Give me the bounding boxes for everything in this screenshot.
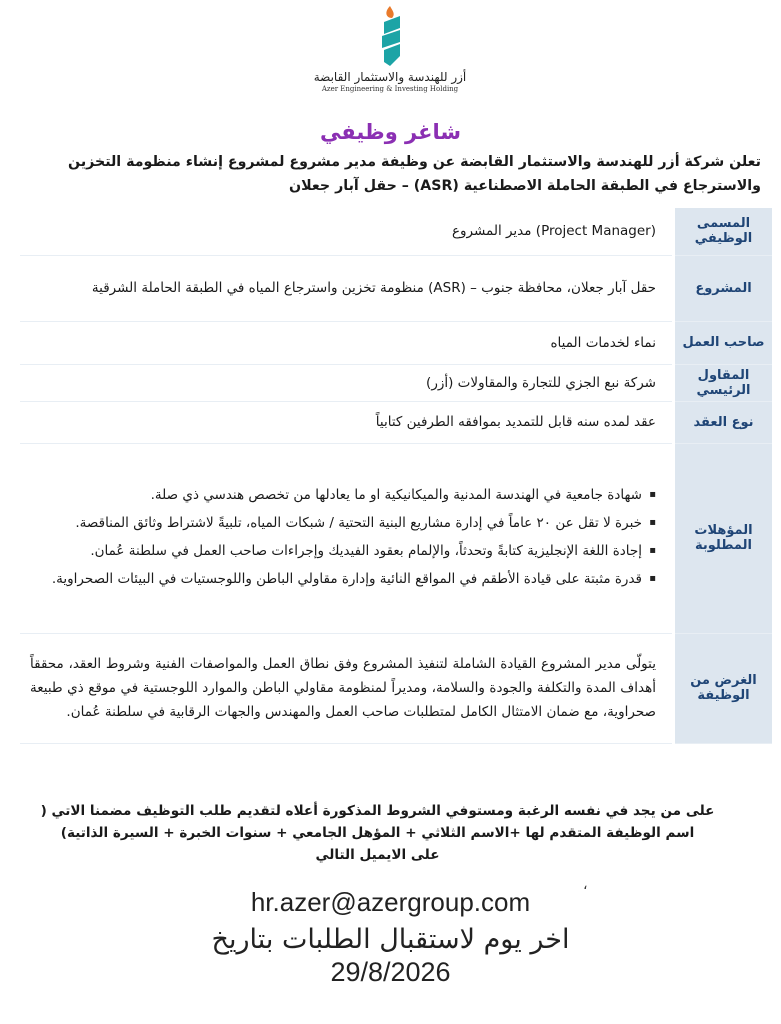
qualifications-list: [30, 483, 656, 591]
page-title: شاغر وظيفي: [319, 120, 462, 144]
value-employer: نماء لخدمات المياه: [20, 321, 674, 364]
value-project: حقل آبار جعلان، محافظة جنوب – (ASR) منظومة تخزين واسترجاع المياه في الطبقة الحاملة الشرقية: [20, 255, 674, 321]
list-item: ▪ قدرة مثبتة على قيادة الأطقم في المواقع النائية وإدارة مقاولي الباطن واللوجستيات في البيئات الصحراوية.: [30, 567, 656, 591]
list-item: ▪ شهادة جامعية في الهندسة المدنية والميكانيكية او ما يعادلها من تخصص هندسي ذي صلة.: [30, 483, 656, 507]
value-qualifications: [20, 443, 674, 633]
intro-text: تعلن شركة أزر للهندسة والاستثمار القابضة عن وظيفة مدير مشروع لمشروع إنشاء منظومة التخزين والاسترجاع في الطبقة الحاملة الاصطناعية (ASR) – حقل آبار جعلان: [68, 154, 761, 194]
contact-email[interactable]: hr.azer@azergroup.com: [250, 887, 531, 917]
row-contract: [20, 401, 772, 443]
row-project: [20, 255, 772, 321]
label-position: المسمى الوظيفي: [674, 208, 773, 255]
list-item: ▪ إجادة اللغة الإنجليزية كتابةً وتحدثاً، والإلمام بعقود الفيديك وإجراءات صاحب العمل في سلطنة عُمان.: [30, 539, 656, 563]
apply-line-1: على من يجد في نفسه الرغبة ومستوفي الشروط المذكورة أعلاه لتقديم طلب التوظيف مضمنا الاتي (: [40, 803, 715, 819]
label-project: المشروع: [674, 255, 773, 321]
row-qualifications: [20, 443, 772, 633]
label-contract: نوع العقد: [674, 401, 773, 443]
brand-name-ar: أزر للهندسة والاستثمار القابضة: [313, 70, 467, 84]
list-item: ▪ خبرة لا تقل عن ٢٠ عاماً في إدارة مشاريع البنية التحتية / شبكات المياه، تلبيةً لاشتراط وثائق المناقصة.: [30, 511, 656, 535]
row-position: [20, 208, 772, 255]
apply-line-3: على الايميل التالي: [315, 847, 440, 863]
label-employer: صاحب العمل: [674, 321, 773, 364]
value-purpose: يتولّى مدير المشروع القيادة الشاملة لتنفيذ المشروع وفق نطاق العمل والمواصفات الفنية وشروط العقد، محققاً أهداف المدة والتكلفة والجودة والسلامة، ومديراً لمنظومة مقاولي الباطن والموارد اللوجستية في موقع ذي طبيعة صحراوية، مع ضمان الامتثال الكامل لمتطلبات صاحب العمل والمهندس والجهات الرقابية في سلطنة عُمان.: [20, 633, 674, 743]
label-contractor: المقاول الرئيسي: [674, 364, 773, 401]
value-contract: عقد لمده سنه قابل للتمديد بموافقه الطرفين كتابياً: [20, 401, 674, 443]
value-position: (Project Manager) مدير المشروع: [20, 208, 674, 255]
apply-line-2: اسم الوظيفة المتقدم لها +الاسم الثلاثي + المؤهل الجامعي + سنوات الخبرة + السيرة الذاتية): [60, 825, 695, 841]
job-details-table: [20, 208, 772, 744]
label-qualifications: المؤهلات المطلوبة: [674, 443, 773, 633]
row-employer: [20, 321, 772, 364]
label-purpose: الغرض من الوظيفة: [674, 633, 773, 743]
apply-instructions: [40, 800, 715, 866]
value-contractor: شركة نبع الجزي للتجارة والمقاولات (أزر): [20, 364, 674, 401]
company-logo: [310, 4, 470, 104]
row-purpose: [20, 633, 772, 743]
stray-mark: ،: [583, 877, 588, 893]
deadline-label: اخر يوم لاستقبال الطلبات بتاريخ: [211, 924, 570, 955]
brand-name-en: Azer Engineering & Investing Holding: [321, 85, 459, 93]
row-contractor: [20, 364, 772, 401]
deadline-date: 29/8/2026: [330, 957, 451, 987]
logo-flame-icon: [370, 4, 410, 68]
